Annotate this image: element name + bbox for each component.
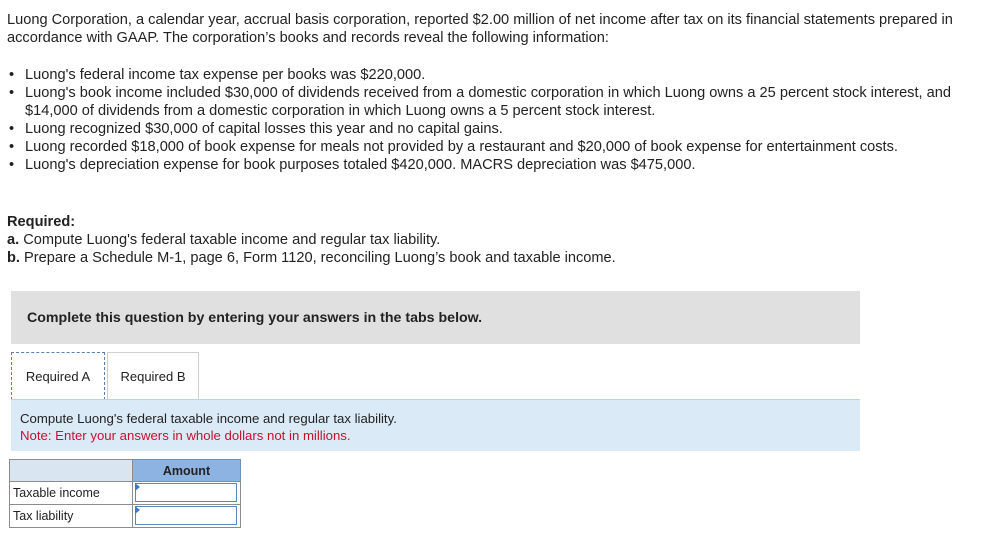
- tab-required-b[interactable]: [107, 352, 199, 400]
- row-label-tax-liability: Tax liability: [10, 505, 133, 528]
- panel-instruction: Compute Luong's federal taxable income and regular tax liability.: [20, 411, 397, 426]
- instruction-banner: [11, 291, 860, 344]
- panel-note: Note: Enter your answers in whole dollars not in millions.: [20, 428, 351, 443]
- problem-intro: Luong Corporation, a calendar year, accrual basis corporation, reported $2.00 million of net income after tax on its financial statements prepared in accordance with GAAP. The corporation’s books and records reveal the following information:: [7, 12, 953, 46]
- list-item: • Luong's federal income tax expense per books was $220,000.: [9, 67, 426, 83]
- bullet-icon: •: [9, 121, 15, 137]
- bullet-icon: •: [9, 139, 15, 155]
- table-row: [10, 482, 241, 505]
- tax-liability-input[interactable]: [135, 506, 237, 525]
- bullet-icon: •: [9, 157, 15, 173]
- answer-table: [9, 459, 241, 528]
- header-blank-cell: [10, 460, 133, 482]
- taxable-income-cell: [133, 482, 241, 505]
- amount-header: Amount: [133, 460, 241, 482]
- tab-label: Required B: [120, 369, 186, 384]
- list-item: • Luong recognized $30,000 of capital losses this year and no capital gains.: [9, 121, 503, 137]
- row-label-taxable-income: Taxable income: [10, 482, 133, 505]
- tab-required-a[interactable]: [11, 352, 105, 400]
- list-item: • Luong recorded $18,000 of book expense for meals not provided by a restaurant and $20,000 of book expense for entertainment costs.: [9, 139, 898, 155]
- list-item: • Luong's book income included $30,000 of dividends received from a domestic corporation in which Luong owns a 25 percent stock interest, and $14,000 of dividends from a domestic corporation in which Luong owns a 5 percent stock interest.: [9, 85, 951, 119]
- required-a: a. Compute Luong's federal taxable income and regular tax liability.: [7, 232, 441, 248]
- bullet-icon: •: [9, 85, 15, 101]
- tax-liability-cell: [133, 505, 241, 528]
- input-marker-icon: [135, 506, 140, 514]
- tab-label: Required A: [25, 368, 91, 384]
- question-panel: [11, 399, 860, 451]
- input-marker-icon: [135, 483, 140, 491]
- required-heading: Required:: [7, 214, 76, 230]
- facts-list: [7, 66, 982, 174]
- table-row: [10, 505, 241, 528]
- required-b: b. Prepare a Schedule M-1, page 6, Form 1120, reconciling Luong’s book and taxable income.: [7, 250, 616, 266]
- taxable-income-input[interactable]: [135, 483, 237, 502]
- list-item: • Luong's depreciation expense for book purposes totaled $420,000. MACRS depreciation was $475,000.: [9, 157, 696, 173]
- table-header-row: [10, 460, 241, 482]
- bullet-icon: •: [9, 67, 15, 83]
- banner-text: Complete this question by entering your answers in the tabs below.: [27, 309, 483, 326]
